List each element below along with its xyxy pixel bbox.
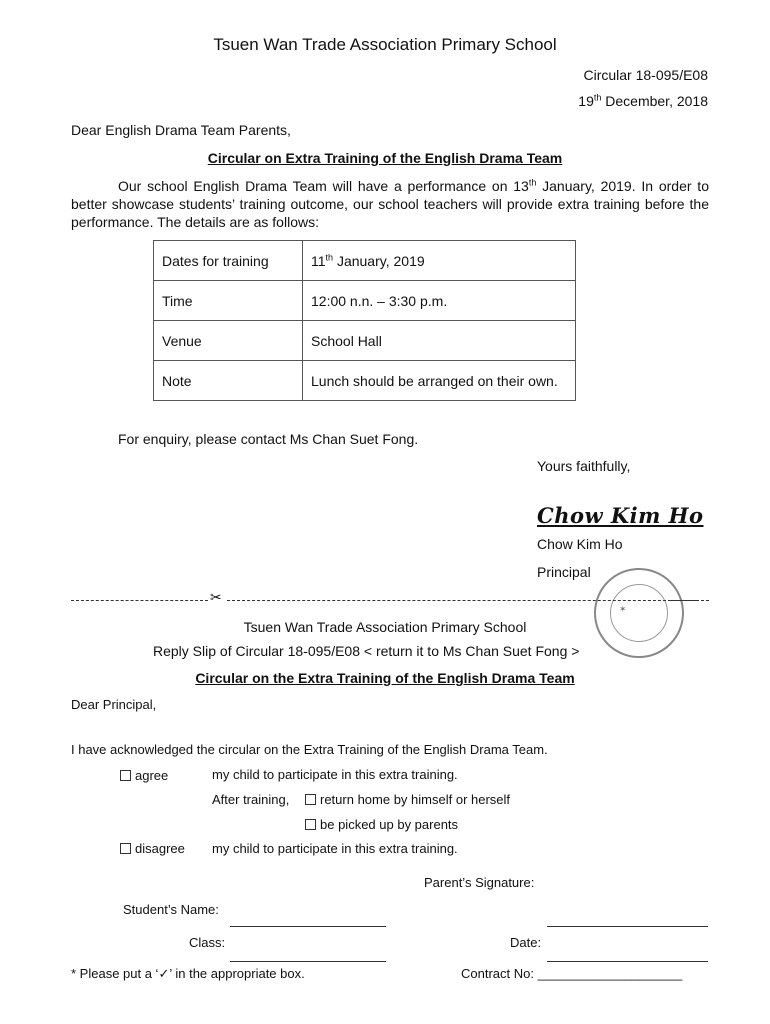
closing: Yours faithfully,: [537, 458, 631, 474]
dashed-line-middle: [227, 600, 696, 601]
parent-signature-line[interactable]: [547, 926, 708, 927]
picked-up-option[interactable]: [305, 817, 458, 832]
dates-value: 11th January, 2019: [303, 241, 576, 281]
seal-star-icon: ✶: [619, 604, 627, 614]
venue-label: Venue: [154, 321, 303, 361]
dashed-line-left: [71, 600, 208, 601]
handwritten-signature: Chow Kim Ho: [537, 503, 704, 528]
signer-title: Principal: [537, 564, 591, 580]
agree-label: agree: [135, 768, 169, 783]
disagree-label: disagree: [135, 841, 185, 856]
parent-signature-label: Parent’s Signature:: [424, 875, 535, 890]
agree-option[interactable]: [120, 768, 168, 783]
cut-line: [71, 589, 709, 607]
reply-subject: Circular on the Extra Training of the English Drama Team: [195, 670, 575, 686]
time-value: 12:00 n.n. – 3:30 p.m.: [303, 281, 576, 321]
date-line[interactable]: [547, 961, 708, 962]
circular-number: Circular 18-095/E08: [583, 67, 708, 83]
table-row: [154, 281, 576, 321]
acknowledgement: I have acknowledged the circular on the Extra Training of the English Drama Team.: [71, 742, 548, 757]
disagree-checkbox[interactable]: [120, 843, 131, 854]
picked-up-label: be picked up by parents: [320, 817, 459, 832]
table-row: [154, 361, 576, 401]
return-home-checkbox[interactable]: [305, 794, 316, 805]
salutation: Dear English Drama Team Parents,: [71, 122, 291, 138]
scissors-icon: ✂: [210, 589, 222, 605]
note-label: Note: [154, 361, 303, 401]
class-label: Class:: [189, 935, 226, 950]
school-seal-icon: [594, 568, 684, 658]
training-details-table: [153, 240, 576, 401]
note-value: Lunch should be arranged on their own.: [303, 361, 576, 401]
reply-slip-title: Reply Slip of Circular 18-095/E08 < return it to Ms Chan Suet Fong >: [153, 643, 580, 659]
enquiry-line: For enquiry, please contact Ms Chan Suet Fong.: [118, 431, 419, 447]
time-label: Time: [154, 281, 303, 321]
school-title: Tsuen Wan Trade Association Primary School: [213, 35, 557, 54]
return-home-option[interactable]: [305, 792, 510, 807]
dates-label: Dates for training: [154, 241, 303, 281]
table-row: [154, 241, 576, 281]
agree-text: my child to participate in this extra training.: [212, 767, 458, 782]
contact-number-field[interactable]: Contract No: ____________________: [461, 966, 683, 981]
return-home-label: return home by himself or herself: [320, 792, 511, 807]
letter-date: 19th December, 2018: [578, 92, 708, 109]
after-training-label: After training,: [212, 792, 290, 807]
signer-name: Chow Kim Ho: [537, 536, 623, 552]
agree-checkbox[interactable]: [120, 770, 131, 781]
intro-paragraph: Our school English Drama Team will have a performance on 13th January, 2019. In order to better showcase students’ training outcome, our school teachers will provide extra training before the performance. The details are as follows:: [71, 177, 709, 230]
venue-value: School Hall: [303, 321, 576, 361]
picked-up-checkbox[interactable]: [305, 819, 316, 830]
reply-school-title: Tsuen Wan Trade Association Primary School: [243, 619, 527, 635]
student-name-label: Student’s Name:: [123, 902, 219, 917]
class-line[interactable]: [230, 961, 386, 962]
table-row: [154, 321, 576, 361]
disagree-option[interactable]: [120, 841, 185, 856]
reply-salutation: Dear Principal,: [71, 697, 157, 712]
dashed-line-right: [671, 600, 709, 601]
date-label: Date:: [510, 935, 542, 950]
tick-note: * Please put a ‘✓’ in the appropriate box.: [71, 966, 305, 981]
circular-subject: Circular on Extra Training of the English Drama Team: [207, 150, 563, 166]
student-name-line[interactable]: [230, 926, 386, 927]
disagree-text: my child to participate in this extra training.: [212, 841, 458, 856]
